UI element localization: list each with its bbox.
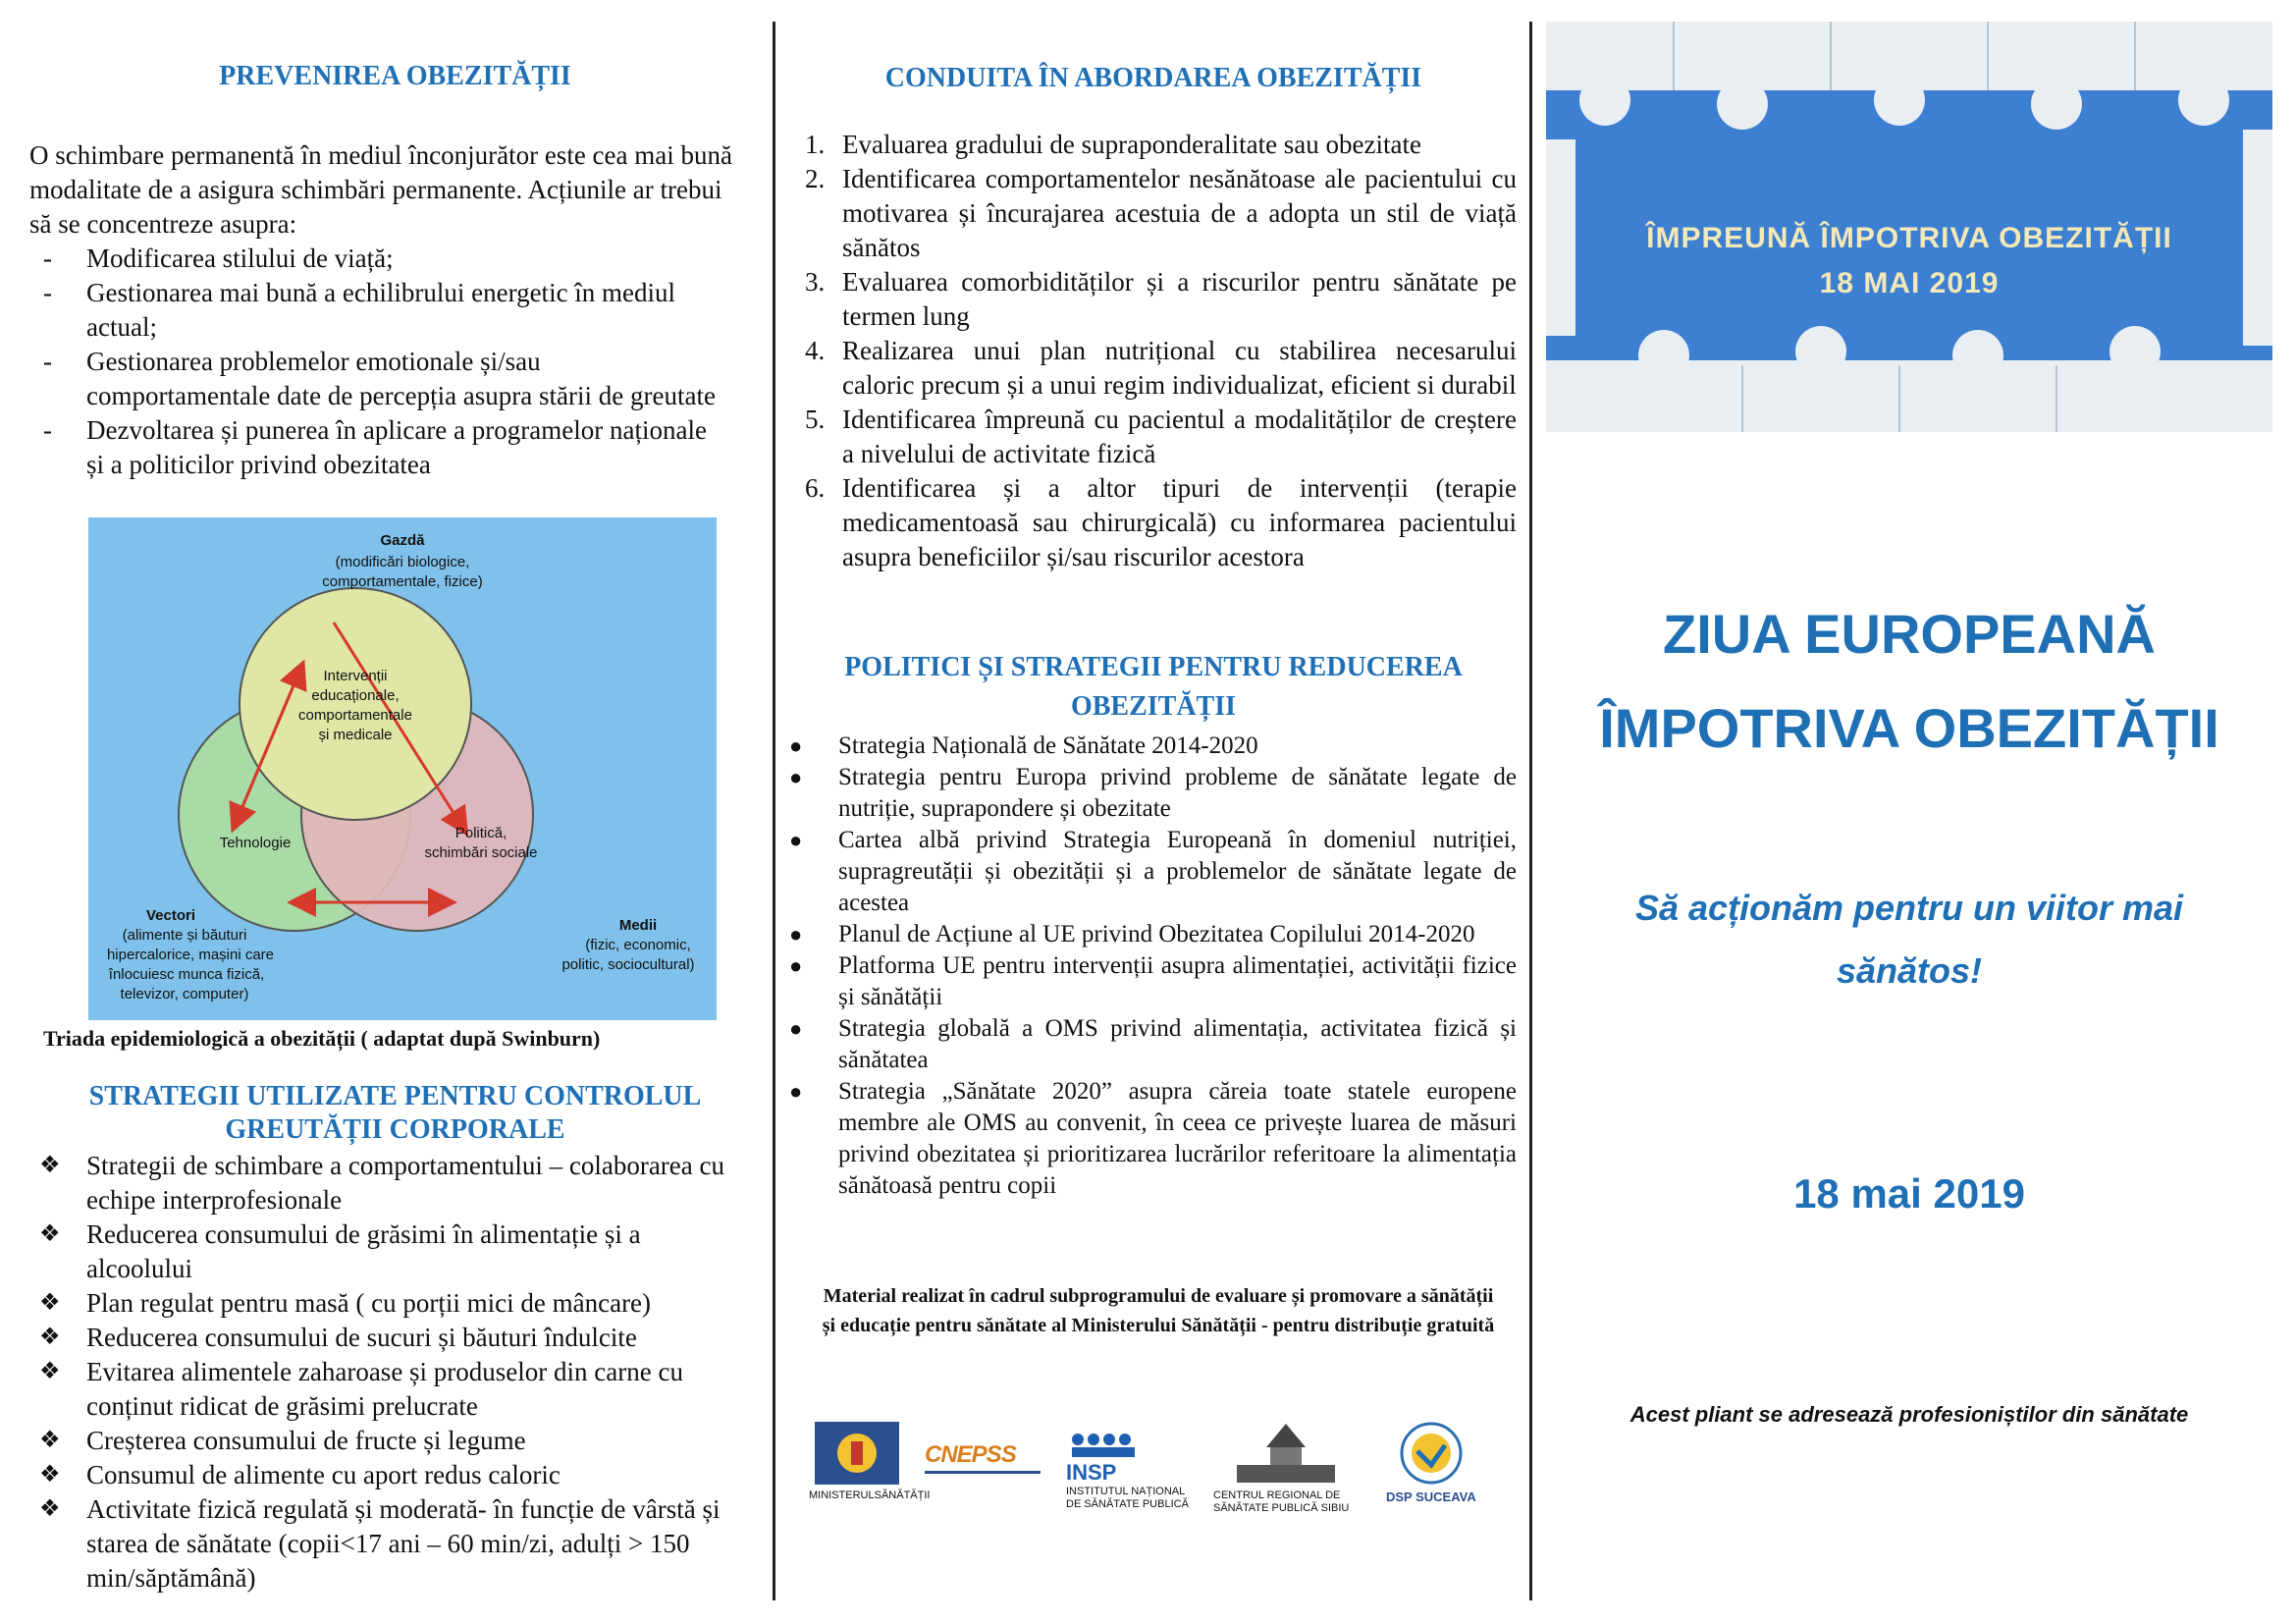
column-divider-left (773, 22, 775, 1600)
audience-note: Acest pliant se adresează profesioniștilor din sănătate (1629, 1402, 2189, 1427)
diagram-center-label: și medicale (318, 727, 393, 743)
material-note: Material realizat în cadrul subprogramului de evaluare și promovare a sănătății și educație pentru sănătate al Ministerului Sănătății - pentru distribuție gratuită (822, 1285, 1495, 1336)
diagram-vectors-sub: înlocuiesc munca fizică, (108, 966, 265, 983)
bullet-icon: ● (789, 733, 803, 758)
list-item: ● Strategia globală a OMS privind alimentația, activitatea fizică și sănătatea (789, 1015, 1517, 1073)
ministry-caption: MINISTERULSĂNĂTĂȚII (809, 1489, 931, 1501)
diagram-tech-label: Tehnologie (219, 835, 292, 851)
slogan-line: sănătos! (1836, 950, 1983, 991)
policies-title (785, 648, 1522, 727)
slogan-line: Să acționăm pentru un viitor mai (1634, 888, 2184, 928)
diagram-caption: Triada epidemiologică a obezității ( adaptat după Swinburn) (43, 1026, 601, 1051)
list-item: ❖ Consumul de alimente cu aport redus caloric (29, 1458, 751, 1492)
diamond-bullet-icon: ❖ (39, 1428, 61, 1453)
bullet-icon: ● (789, 1016, 803, 1041)
policies-list (785, 731, 1517, 1202)
list-item: - Gestionarea mai bună a echilibrului energetic în mediul actual; (43, 278, 676, 342)
dsp-seal-icon (1400, 1422, 1463, 1485)
puzzle-banner (1546, 22, 2272, 432)
diagram-vectors-sub: televizor, computer) (120, 986, 249, 1002)
slogan (1546, 877, 2272, 1002)
policies-title-line: OBEZITĂȚII (1070, 691, 1237, 722)
diamond-bullet-icon: ❖ (39, 1359, 61, 1384)
prevention-paragraph: O schimbare permanentă în mediul înconjurător este cea mai bună modalitate de a asigura schimbări permanente. Acțiunile ar trebui să se concentreze asupra: (29, 140, 732, 239)
diagram-host-sub: (modificări biologice, (335, 554, 470, 570)
list-item: 1. Evaluarea gradului de supraponderalitate sau obezitate (805, 130, 1421, 159)
diagram-policy-label: schimbări sociale (424, 844, 538, 861)
column-divider-right (1529, 22, 1532, 1600)
main-title-line: ÎMPOTRIVA OBEZITĂȚII (1599, 697, 2219, 759)
strategies-title (29, 1080, 761, 1147)
list-item: ● Strategia „Sănătate 2020” asupra căreia toate statele europene membre ale OMS au convenit, în ceea ce privește luarea de măsuri privind obezitatea și prioritizarea lucrărilor referitoare la alimentația sănătoasă pentru copii (789, 1078, 1517, 1199)
diagram-host-title: Gazdă (380, 532, 425, 549)
conduct-title: CONDUITA ÎN ABORDAREA OBEZITĂȚII (884, 63, 1422, 93)
epidemiological-triad-diagram (88, 517, 717, 1020)
list-item: ● Strategia Națională de Sănătate 2014-2020 (785, 731, 1517, 762)
list-item: 5. Identificarea împreună cu pacientul a modalităților de creștere a nivelului de activitate fizică (805, 405, 1517, 468)
list-item: ❖ Strategii de schimbare a comportamentului – colaborarea cu echipe interprofesionale (39, 1151, 724, 1215)
diamond-bullet-icon: ❖ (39, 1496, 61, 1522)
list-item: 2. Identificarea comportamentelor nesănătoase ale pacientului cu motivarea și încurajarea acestuia de a adopta un stil de viață sănătos (805, 164, 1517, 262)
diagram-center-label: educaționale, (311, 687, 400, 704)
list-item: - Gestionarea problemelor emotionale și/sau comportamentale date de percepția asupra stării de greutate (43, 347, 716, 410)
logo-insp (1066, 1432, 1203, 1511)
insp-logo-text: INSP (1066, 1460, 1117, 1485)
diagram-center-label: comportamentale (298, 707, 412, 724)
insp-people-icon (1066, 1432, 1145, 1459)
strategies-title-line: STRATEGII UTILIZATE PENTRU CONTROLUL (88, 1081, 702, 1111)
list-item: ❖ Reducerea consumului de grăsimi în alimentație și a alcoolului (39, 1219, 641, 1283)
dsp-caption: DSP SUCEAVA (1386, 1489, 1476, 1504)
diagram-environment-sub: (fizic, economic, (585, 937, 691, 953)
ministry-emblem-icon (815, 1422, 899, 1485)
crsp-building-icon (1227, 1422, 1345, 1485)
list-item: - Dezvoltarea și punerea în aplicare a programelor naționale și a politicilor privind obezitatea (43, 415, 707, 479)
conduct-list (785, 128, 1517, 574)
list-item: ● Platforma UE pentru intervenții asupra alimentației, activității fizice și sănătății (789, 952, 1517, 1010)
bullet-icon: ● (789, 765, 803, 789)
list-item: ● Strategia pentru Europa privind probleme de sănătate legate de nutriție, suprapondere și obezitate (789, 764, 1517, 822)
logo-dsp (1386, 1422, 1494, 1504)
diamond-bullet-icon: ❖ (39, 1153, 61, 1178)
crsp-caption: CENTRUL REGIONAL DE (1213, 1489, 1341, 1501)
diagram-center-label: Intervenții (323, 668, 388, 684)
diagram-host-sub: comportamentale, fizice) (322, 573, 483, 590)
bullet-icon: ● (789, 1079, 803, 1104)
bullet-icon: ● (789, 953, 803, 978)
strategies-list (29, 1149, 751, 1596)
main-title (1546, 587, 2272, 776)
logos-row (809, 1422, 1516, 1530)
bullet-icon: ● (789, 828, 803, 852)
list-item: ❖ Evitarea alimentele zaharoase și produselor din carne cu conținut ridicat de grăsimi prelucrate (39, 1357, 683, 1421)
diamond-bullet-icon: ❖ (39, 1325, 61, 1350)
list-item: ❖ Activitate fizică regulată și moderată- în funcție de vârstă și starea de sănătate (copii<17 ani – 60 min/zi, adulți > 150 min/săptămână) (39, 1494, 721, 1593)
list-item: ❖ Plan regulat pentru masă ( cu porții mici de mâncare) (29, 1286, 751, 1321)
banner-line: 18 MAI 2019 (1819, 267, 2000, 299)
list-item: ❖ Creșterea consumului de fructe și legume (29, 1424, 751, 1458)
diagram-vectors-title: Vectori (145, 907, 196, 924)
logo-cnepss (925, 1441, 1052, 1474)
cnepss-underline (925, 1471, 1041, 1474)
logo-crsp (1213, 1422, 1370, 1515)
banner-line: ÎMPREUNĂ ÎMPOTRIVA OBEZITĂȚII (1646, 222, 2172, 254)
crsp-caption: SĂNĂTATE PUBLICĂ SIBIU (1213, 1502, 1350, 1514)
bullet-icon: ● (789, 922, 803, 947)
diagram-vectors-sub: hipercalorice, mașini care (106, 947, 275, 963)
diamond-bullet-icon: ❖ (39, 1290, 61, 1316)
diagram-environment-sub: politic, sociocultural) (561, 956, 695, 973)
insp-caption: DE SĂNĂTATE PUBLICĂ (1066, 1498, 1189, 1510)
diagram-vectors-sub: (alimente și băuturi (122, 927, 247, 944)
insp-caption: INSTITUTUL NAȚIONAL (1066, 1486, 1186, 1497)
policies-title-line: POLITICI ȘI STRATEGII PENTRU REDUCEREA (844, 652, 1463, 682)
strategies-title-line: GREUTĂȚII CORPORALE (225, 1114, 565, 1145)
event-date: 18 mai 2019 (1793, 1170, 2025, 1217)
prevention-list (29, 242, 721, 482)
diagram-environment-title: Medii (618, 917, 658, 934)
list-item: ● Cartea albă privind Strategia Europeană în domeniul nutriției, supragreutății și obezității și a problemelor de sănătate legate de acestea (789, 827, 1517, 916)
diamond-bullet-icon: ❖ (39, 1462, 61, 1488)
list-item: - Modificarea stilului de viață; (43, 244, 394, 273)
diamond-bullet-icon: ❖ (39, 1221, 61, 1247)
diagram-policy-label: Politică, (454, 825, 507, 841)
cnepss-logo-text: CNEPSS (925, 1441, 1016, 1468)
list-item: ❖ Reducerea consumului de sucuri și băuturi îndulcite (29, 1321, 751, 1355)
banner-title (1546, 216, 2272, 306)
main-title-line: ZIUA EUROPEANĂ (1663, 603, 2156, 665)
list-item: 6. Identificarea și a altor tipuri de intervenții (terapie medicamentoasă sau chirurgicală) cu informarea pacientului asupra beneficiilor și/sau riscurilor acestora (805, 473, 1517, 571)
list-item: ● Planul de Acțiune al UE privind Obezitatea Copilului 2014-2020 (785, 919, 1517, 950)
list-item: 3. Evaluarea comorbidităților și a riscurilor pentru sănătate pe termen lung (805, 267, 1517, 331)
list-item: 4. Realizarea unui plan nutrițional cu stabilirea necesarului caloric precum și a unui regim individualizat, eficient si durabil (805, 336, 1517, 400)
prevention-title: PREVENIREA OBEZITĂȚII (219, 61, 571, 91)
